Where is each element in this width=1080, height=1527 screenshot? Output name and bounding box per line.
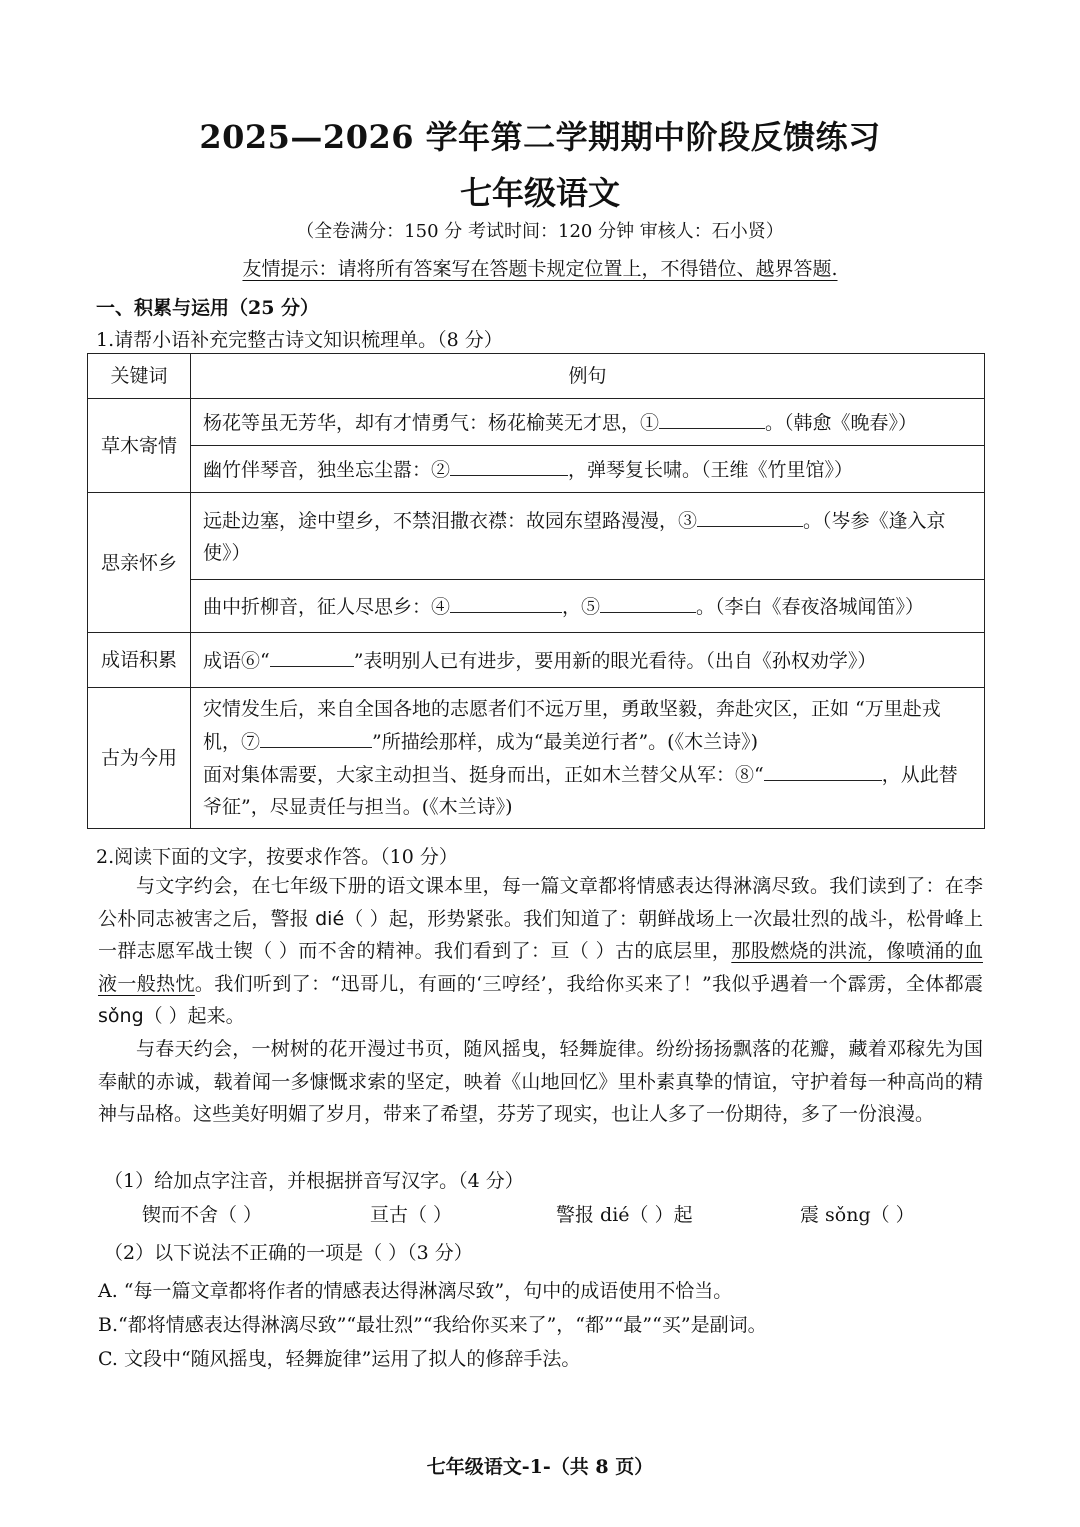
cell-text: 灾情发生后，来自全国各地的志愿者们不远万里，勇敢坚毅，奔赴灾区，正如 “万里赴戎机，⑦ (203, 698, 941, 753)
passage-text: （ ）起，形势紧张。我们知道了：朝鲜战场上一次最壮烈的战斗，松骨峰上一群志愿军战士锲（ ）而不舍的精神。我们看到了：亘（ ）古的底层里， (98, 907, 984, 962)
cell-text: 。（李白《春夜洛城闻笛》） (696, 595, 925, 618)
page-footer: 七年级语文-1-（共 8 页） (426, 1456, 654, 1478)
pinyin-item: 锲而不舍（ ） (142, 1204, 263, 1226)
table-row (88, 633, 985, 688)
cell-text: 杨花等虽无芳华，却有才情勇气：杨花榆荚无才思，① (203, 411, 660, 434)
question-1-title: 1.请帮小语补充完整古诗文知识梳理单。（8 分） (96, 329, 503, 351)
section-heading: 一、积累与运用（25 分） (96, 297, 320, 319)
exam-tip-text: 友情提示：请将所有答案写在答题卡规定位置上，不得错位、越界答题. (242, 258, 838, 280)
pinyin-item: 亘古（ ） (370, 1204, 453, 1226)
answer-blank[interactable] (764, 758, 882, 781)
passage-text: 与春天约会，一树树的花开漫过书页，随风摇曳，轻舞旋律。纷纷扬扬飘落的花瓣，藏着邓稼先为国奉献的赤诚，载着闻一多慷慨求索的坚定，映着《山地回忆》里朴素真挚的情谊，守护着每一种高尚的精神与品格。这些美好明媚了岁月，带来了希望，芬芳了现实，也让人多了一份期待，多了一份浪漫。 (98, 1038, 983, 1125)
exam-subtitle: 七年级语文 (459, 174, 620, 212)
exam-info: （全卷满分：150 分 考试时间：120 分钟 审核人：石小贤） (296, 221, 784, 242)
table-row (88, 688, 985, 829)
cell-text: ”所描绘那样，成为“最美逆行者”。(《木兰诗》) (372, 731, 758, 753)
answer-blank[interactable] (659, 406, 765, 429)
table-header-row (88, 354, 985, 399)
passage-text: 。我们听到了：“迅哥儿，有画的‘三哼经’，我给你买来了！”我似乎遇着一个霹雳，全体都震 (194, 972, 983, 995)
exam-tip (0, 254, 1080, 281)
passage-text: （ ）起来。 (143, 1005, 245, 1027)
cell-text: ，弹琴复长啸。（王维《竹里馆》） (568, 458, 854, 481)
answer-blank[interactable] (600, 590, 696, 613)
reading-passage-2 (98, 1033, 983, 1131)
table-cell (191, 633, 985, 688)
table-key: 古为今用 (88, 688, 191, 829)
cell-text: 。（韩愈《晚春》） (765, 411, 918, 434)
cell-text: ”表明别人已有进步，要用新的眼光看待。（出自《孙权劝学》） (353, 649, 877, 672)
pinyin-item: 震 sǒng（ ） (800, 1204, 915, 1226)
table-row (88, 446, 985, 493)
table-cell (191, 688, 985, 829)
cell-text: 幽竹伴琴音，独坐忘尘嚣：② (203, 458, 451, 481)
answer-blank[interactable] (450, 590, 562, 613)
answer-blank[interactable] (270, 644, 354, 667)
table-key: 成语积累 (88, 633, 191, 688)
sub-question-2: （2）以下说法不正确的一项是（ ）（3 分） (104, 1242, 473, 1264)
cell-text: 面对集体需要，大家主动担当、挺身而出，正如木兰替父从军：⑧“ (203, 764, 764, 786)
table-cell (191, 580, 985, 633)
pinyin-item: 警报 dié（ ）起 (556, 1204, 693, 1226)
question-2-title: 2.阅读下面的文字，按要求作答。（10 分） (96, 846, 458, 868)
option-b: B.“都将情感表达得淋漓尽致”“最壮烈”“我给你买来了”，“都”“最”“买”是副词。 (98, 1314, 767, 1336)
cell-text: 曲中折柳音，征人尽思乡：④ (203, 595, 451, 618)
exam-title: 2025—2026 学年第二学期期中阶段反馈练习 (199, 118, 881, 156)
answer-blank[interactable] (260, 725, 372, 748)
option-a: A. “每一篇文章都将作者的情感表达得淋漓尽致”，句中的成语使用不恰当。 (98, 1280, 733, 1302)
pinyin: sǒng (98, 1005, 144, 1027)
table-key: 思亲怀乡 (88, 493, 191, 633)
answer-blank[interactable] (697, 504, 803, 527)
table-cell (191, 446, 985, 493)
table-row (88, 580, 985, 633)
table-header-key: 关键词 (88, 354, 191, 399)
cell-text: 。（岑参《逢入京使》） (203, 509, 946, 564)
passage-text: 与文字约会，在七年级下册的语文课本里，每一篇文章都将情感表达得淋漓尽致。我们读到了：在李公朴同志被害之后，警报 (98, 875, 983, 930)
sub-question-1: （1）给加点字注音，并根据拼音写汉字。（4 分） (104, 1170, 524, 1192)
underlined-sentence: 那股燃烧的洪流，像喷涌的血液一般热忱 (98, 940, 983, 995)
cell-text: 远赴边塞，途中望乡，不禁泪撒衣襟：故园东望路漫漫，③ (203, 509, 698, 532)
cell-text: ，⑤ (562, 595, 601, 618)
table-row (88, 399, 985, 446)
reading-passage-1 (98, 870, 983, 1033)
cell-text: ，从此替爷征”，尽显责任与担当。(《木兰诗》) (203, 764, 958, 818)
table-key: 草木寄情 (88, 399, 191, 493)
knowledge-table (87, 353, 985, 829)
table-row (88, 493, 985, 580)
answer-blank[interactable] (450, 453, 568, 476)
table-cell (191, 493, 985, 580)
table-cell (191, 399, 985, 446)
table-header-example: 例句 (191, 354, 985, 399)
cell-text: 成语⑥“ (203, 649, 270, 672)
option-c: C. 文段中“随风摇曳，轻舞旋律”运用了拟人的修辞手法。 (98, 1348, 581, 1370)
pinyin: dié (315, 907, 345, 930)
